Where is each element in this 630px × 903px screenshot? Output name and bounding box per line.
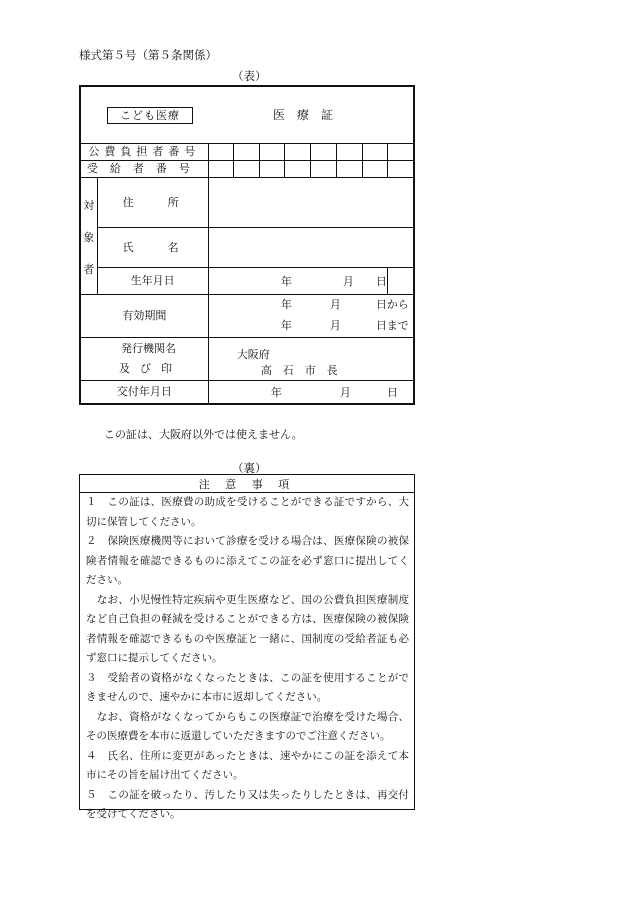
certificate-title: 医 療 証 [273,108,334,122]
birth-year-unit: 年 [280,275,292,288]
issue-date-label: 交付年月日 [80,381,208,405]
name-field [208,228,414,268]
issue-year-unit: 年 [270,386,282,399]
valid-to-day: 日まで [375,319,409,332]
issuer-label [80,338,208,381]
kodomo-iryo-badge: こども医療 [107,107,193,124]
notes-title: 注 意 事 項 [80,475,414,493]
validity-period-label: 有効期間 [80,295,208,338]
digit-box [285,161,311,178]
medical-certificate-card [79,85,415,405]
digit-box [311,161,337,178]
issuer-prefecture: 大阪府 [236,348,270,361]
form-number-label: 様式第５号（第５条関係） [79,48,217,62]
validity-period-field [208,295,414,338]
digit-box [285,144,311,161]
issuer-field [208,338,414,381]
name-label: 氏 名 [97,228,208,268]
valid-from-month: 月 [329,298,341,311]
issue-date-field [208,381,414,405]
payer-number-label: 公費負担者番号 [80,144,208,161]
digit-box [208,161,233,178]
note-item: なお、小児慢性特定疾病や更生医療など、国の公費負担医療制度など自己負担の軽減を受けることができる方は、医療保険の被保険者情報を確認できるものや医療証と一緒に、国制度の受給者証も必ず窓口に提示してください。 [86,593,409,664]
issue-day-unit: 日 [386,386,398,399]
digit-box [208,144,233,161]
note-item: ４ 氏名、住所に変更があったときは、速やかにこの証を添えて本市にその旨を届け出てください。 [86,749,409,781]
valid-from-day: 日から [375,298,409,311]
back-side-label: （裏） [232,461,267,475]
note-item: ２ 保険医療機関等において診療を受ける場合は、医療保険の被保険者情報を確認できるものに添えてこの証を必ず窓口に提出してください。 [86,535,409,586]
note-item: ５ この証を破ったり、汚したり又は失ったりしたときは、再交付を受けてください。 [86,788,409,820]
note-item: ３ 受給者の資格がなくなったときは、この証を使用することができませんので、速やかに本市に返却してください。 [86,671,409,703]
note-item: １ この証は、医療費の助成を受けることができる証ですから、大切に保管してください。 [86,496,409,528]
issuer-label-line1: 発行機関名 [121,342,176,355]
birth-day-unit: 日 [375,275,387,288]
digit-box [259,161,284,178]
birth-date-label: 生年月日 [97,268,208,295]
digit-box [337,161,363,178]
digit-box [337,144,363,161]
issuer-mayor: 高 石 市 長 [260,364,338,377]
osaka-only-notice: この証は、大阪府以外では使えません。 [104,428,303,441]
birth-month-unit: 月 [342,275,354,288]
birth-date-field [208,268,387,295]
address-field [208,178,414,228]
digit-box [363,161,388,178]
digit-box [388,144,414,161]
issuer-label-line2: 及び印 [119,362,182,375]
digit-box [233,161,259,178]
digit-box [311,144,337,161]
address-label: 住 所 [97,178,208,228]
digit-box [259,144,284,161]
front-side-label: （表） [232,69,267,83]
issue-month-unit: 月 [339,386,351,399]
digit-box [233,144,259,161]
recipient-number-label: 受給者番号 [80,161,208,178]
note-item: なお、資格がなくなってからもこの医療証で治療を受けた場合、その医療費を本市に返還していただきますのでご注意ください。 [86,710,409,742]
valid-to-month: 月 [329,319,341,332]
digit-box [363,144,388,161]
target-person-label: 対象者 [80,178,97,295]
valid-from-year: 年 [280,298,292,311]
valid-to-year: 年 [280,319,292,332]
notes-box [79,474,415,820]
